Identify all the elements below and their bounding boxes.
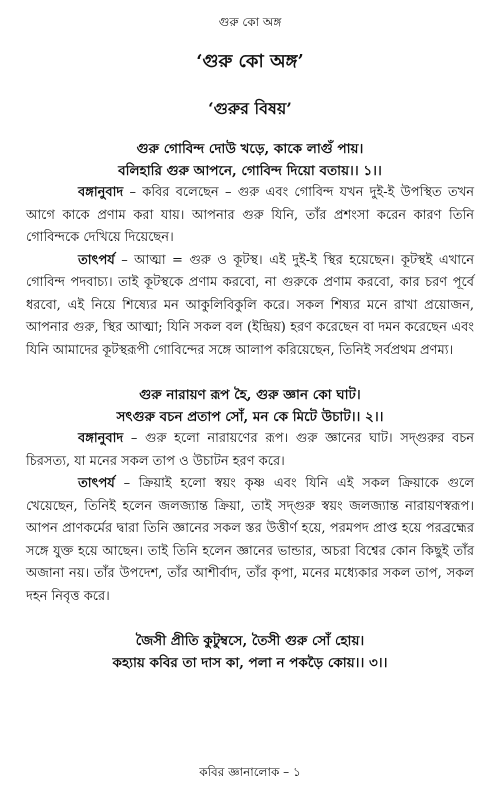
- meaning-label: তাৎপর্য: [78, 476, 115, 491]
- verse-2: [26, 384, 474, 428]
- translation-label: বঙ্গানুবাদ: [78, 185, 124, 200]
- meaning-paragraph-2: [26, 473, 474, 608]
- meaning-paragraph-1: [26, 250, 474, 363]
- spacer: [26, 608, 474, 630]
- verse-block-2: [26, 384, 474, 608]
- meaning-text: – আত্মা = গুরু ও কূটস্থ। এই দুই-ই স্থির হয়েছেন। কূটস্থই এখানে গোবিন্দ পদবাচ্য। তাই কূটস্থকে প্রণাম করবো, না গুরুকে প্রণাম করবো, কার চরণ পূর্বে ধরবো, এই নিয়ে শিষ্যের মন আকুলিবিকুলি করে। সকল শিষ্যর মনে রাখা প্রয়োজন, আপনার গুরু, স্থির আত্মা; যিনি সকল বল (ইন্দ্রিয়) হরণ করেছেন বা দমন করেছেন এবং যিনি আমাদের কূটস্থরূপী গোবিন্দের সঙ্গে আলাপ করিয়েছেন, তিনিই সর্বপ্রথম প্রণম্য।: [26, 252, 474, 358]
- section-title: ‘গুরুর বিষয়’: [208, 99, 292, 118]
- verse-3: [26, 630, 474, 674]
- translation-label: বঙ্গানুবাদ: [78, 431, 124, 446]
- spacer: [26, 362, 474, 384]
- verse-block-3: [26, 630, 474, 674]
- translation-paragraph-2: [26, 428, 474, 473]
- translation-text: – গুরু হলো নারায়ণের রূপ। গুরু জ্ঞানের ঘাট। সদ্‌গুরুর বচন চিরসত্য, যা মনের সকল তাপ ও উচাটন হরণ করে।: [26, 431, 474, 469]
- running-header: গুরু কো অঙ্গ: [218, 15, 282, 29]
- verse-line: কহ্যায় কবির তা দাস কা, পলা ন পকড়ৈ কোয়।। ৩।।: [112, 655, 388, 671]
- verse-line: সৎগুরু বচন প্রতাপ সোঁ, মন কে মিটে উচাট।। ২।।: [116, 409, 384, 425]
- verse-1: [26, 138, 474, 182]
- meaning-text: – ক্রিয়াই হলো স্বয়ং কৃষ্ণ এবং যিনি এই সকল ক্রিয়াকে গুলে খেয়েছেন, তিনিই হলেন জলজ্যান্ত ক্রিয়া, তাই সদ্‌গুরু স্বয়ং জলজ্যান্ত নারায়ণস্বরূপ। আপন প্রাণকর্মের দ্বারা তিনি জ্ঞানের সকল স্তর উত্তীর্ণ হয়ে, পরমপদ প্রাপ্ত হয়ে পরব্রহ্মের সঙ্গে যুক্ত হয়ে আছেন। তাই তিনি হলেন জ্ঞানের ভান্ডার, অচরা বিশ্বের কোন কিছুই তাঁর অজানা নয়। তাঁর উপদেশ, তাঁর আশীর্বাদ, তাঁর কৃপা, মনের মধ্যেকার সকল তাপ, সকল দহন নিবৃত্ত করে।: [26, 476, 474, 604]
- translation-text: – কবির বলেছেন – গুরু এবং গোবিন্দ যখন দুই-ই উপস্থিত তখন আগে কাকে প্রণাম করা যায়। আপনার গুরু যিনি, তাঁর প্রশংসা করেন কারণ তিনি গোবিন্দকে দেখিয়ে দিয়েছেন।: [26, 185, 474, 245]
- verse-line: গুরু নারায়ণ রূপ হৈ, গুরু জ্ঞান কো ঘাট।: [139, 387, 361, 403]
- verse-line: বলিহারি গুরু আপনে, গোবিন্দ দিয়ো বতায়।। ১।।: [118, 163, 382, 179]
- chapter-title: ‘গুরু কো অঙ্গ’: [196, 51, 304, 72]
- translation-paragraph-1: [26, 182, 474, 250]
- page-footer: কবির জ্ঞানালোক – ১: [199, 765, 301, 779]
- verse-block-1: [26, 138, 474, 362]
- verse-line: জৈসী প্রীতি কুটুম্বসে, তৈসী গুরু সোঁ হোয়।: [135, 633, 365, 649]
- meaning-label: তাৎপর্য: [78, 252, 115, 268]
- verse-line: গুরু গোবিন্দ দোউ খড়ে, কাকে লাগুঁ পায়।: [136, 141, 364, 157]
